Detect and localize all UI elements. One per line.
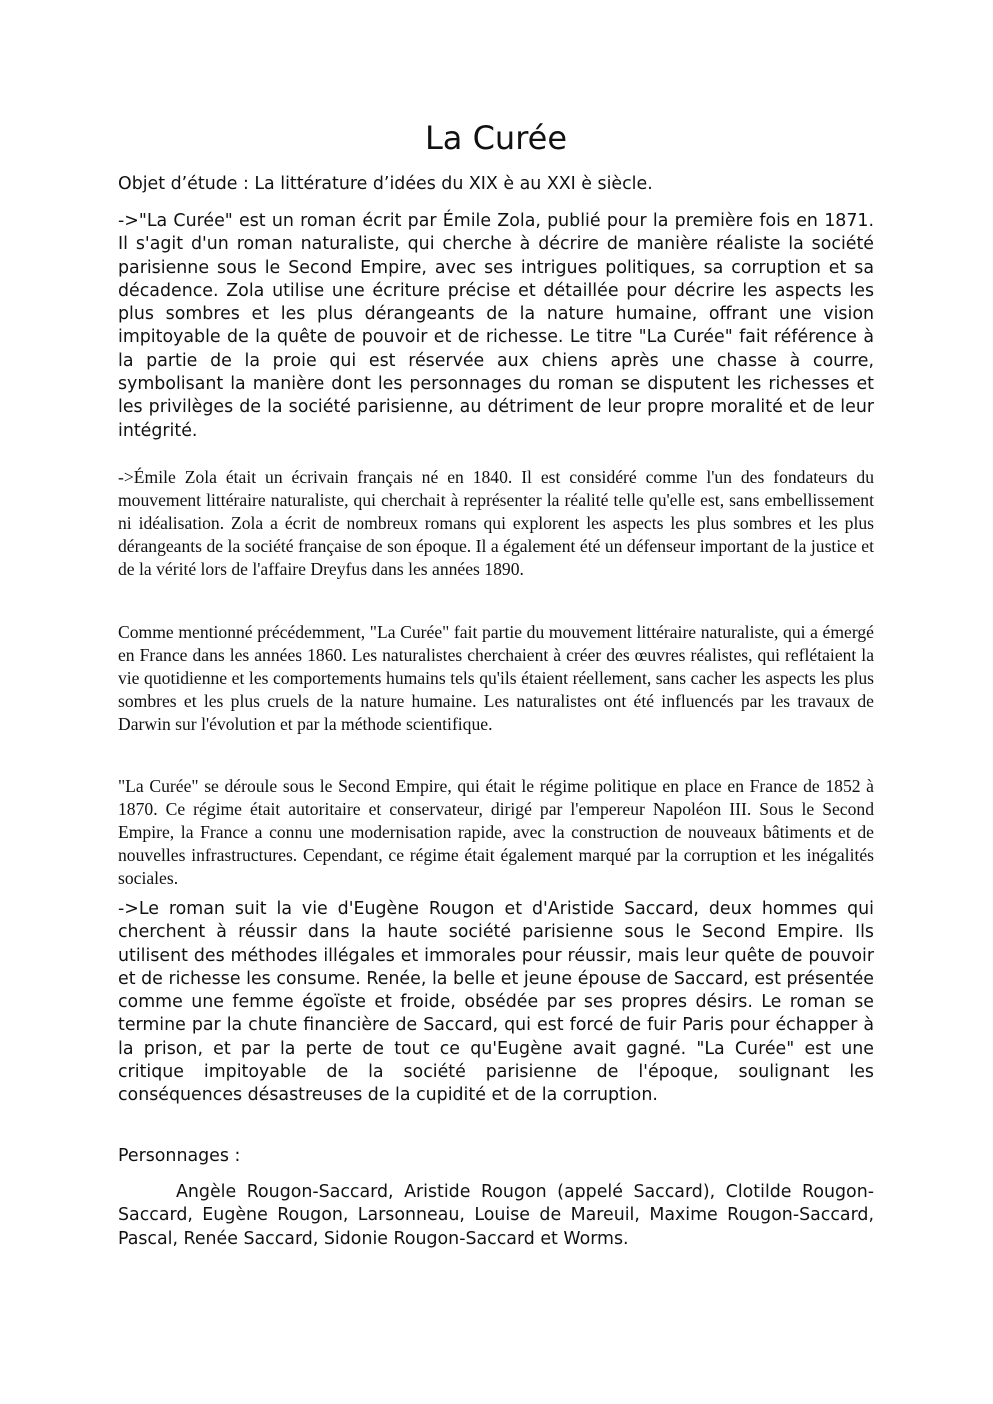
characters-label: Personnages :	[118, 1146, 241, 1166]
characters-list: Angèle Rougon-Saccard, Aristide Rougon (appelé Saccard), Clotilde Rougon-Saccard, Eugène Rougon, Larsonneau, Louise de Mareuil, Maxime Rougon-Saccard, Pascal, Renée Saccard, Sidonie Rougon-Saccard et Worms.	[118, 1182, 874, 1249]
document-title: La Curée	[424, 119, 568, 157]
paragraph-plot: ->Le roman suit la vie d'Eugène Rougon et d'Aristide Saccard, deux hommes qui cherchent à réussir dans la haute société parisienne sous le Second Empire. Ils utilisent des méthodes illégales et immorales pour réussir, mais leur quête de pouvoir et de richesse les consume. Renée, la belle et jeune épouse de Saccard, est présentée comme une femme égoïste et froide, obsédée par ses propres désirs. Le roman se termine par la chute financière de Saccard, qui est forcé de fuir Paris pour échapper à la prison, et par la perte de tout ce qu'Eugène avait gagné. "La Curée" est une critique impitoyable de la société parisienne de l'époque, soulignant les conséquences désastreuses de la cupidité et de la corruption.	[118, 899, 874, 1106]
study-object-line: Objet d’étude : La littérature d’idées du XIX è au XXI è siècle.	[118, 174, 653, 194]
paragraph-novel-intro: ->"La Curée" est un roman écrit par Émile Zola, publié pour la première fois en 1871. Il s'agit d'un roman naturaliste, qui cherche à décrire de manière réaliste la société parisienne sous le Second Empire, avec ses intrigues politiques, sa corruption et sa décadence. Zola utilise une écriture précise et détaillée pour décrire les aspects les plus sombres et les plus dérangeants de la nature humaine, offrant une vision impitoyable de la quête de pouvoir et de richesse. Le titre "La Curée" fait référence à la partie de la proie qui est réservée aux chiens après une chasse à courre, symbolisant la manière dont les personnages du roman se disputent les richesses et les privilèges de la société parisienne, au détriment de leur propre moralité et de leur intégrité.	[118, 211, 874, 441]
paragraph-author: ->Émile Zola était un écrivain français né en 1840. Il est considéré comme l'un des fondateurs du mouvement littéraire naturaliste, qui cherchait à représenter la réalité telle qu'elle est, sans embellissement ni idéalisation. Zola a écrit de nombreux romans qui explorent les aspects les plus sombres et les plus dérangeants de la société française de son époque. Il a également été un défenseur important de la justice et de la vérité lors de l'affaire Dreyfus dans les années 1890.	[118, 467, 874, 579]
paragraph-second-empire: "La Curée" se déroule sous le Second Empire, qui était le régime politique en place en France de 1852 à 1870. Ce régime était autoritaire et conservateur, dirigé par l'empereur Napoléon III. Sous le Second Empire, la France a connu une modernisation rapide, avec la construction de nouveaux bâtiments et de nouvelles infrastructures. Cependant, ce régime était également marqué par la corruption et les inégalités sociales.	[118, 776, 874, 888]
paragraph-naturalism: Comme mentionné précédemment, "La Curée" fait partie du mouvement littéraire naturaliste, qui a émergé en France dans les années 1860. Les naturalistes cherchaient à créer des œuvres réalistes, qui reflétaient la vie quotidienne et les comportements humains tels qu'ils étaient réellement, sans cacher les aspects les plus sombres et les plus cruels de la nature humaine. Les naturalistes ont été influencés par les travaux de Darwin sur l'évolution et par la méthode scientifique.	[118, 622, 874, 734]
